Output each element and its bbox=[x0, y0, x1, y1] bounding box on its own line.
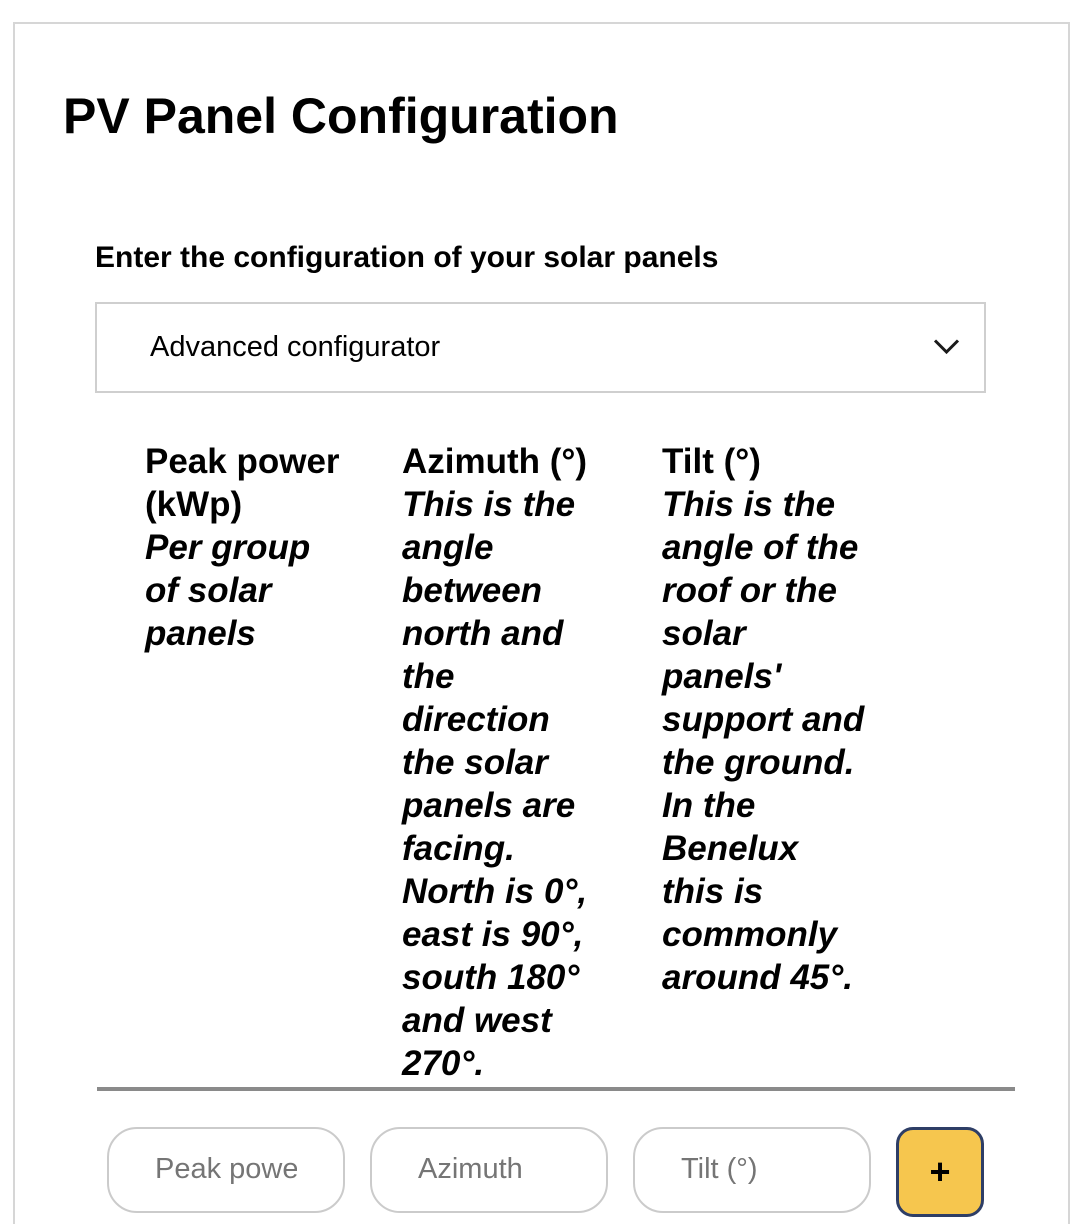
page-title: PV Panel Configuration bbox=[63, 88, 619, 144]
configurator-select-wrap bbox=[95, 302, 986, 393]
column-tilt bbox=[662, 440, 867, 1085]
column-peak-power-label: Peak power (kWp) bbox=[145, 441, 340, 524]
config-table-header bbox=[145, 440, 1020, 1085]
column-azimuth-description: This is the angle between north and the direction the solar panels are facing. North is 0°, east is 90°, south 180° and west 270°. bbox=[402, 484, 588, 1083]
panel-group-input-row bbox=[107, 1127, 1020, 1217]
section-heading: Enter the configuration of your solar panels bbox=[95, 240, 719, 274]
tilt-input[interactable] bbox=[633, 1127, 871, 1213]
configurator-select[interactable] bbox=[95, 302, 986, 393]
peak-power-input[interactable] bbox=[107, 1127, 345, 1213]
divider bbox=[97, 1087, 1015, 1091]
pv-panel-card bbox=[13, 22, 1070, 1224]
column-azimuth-label: Azimuth (°) bbox=[402, 441, 588, 481]
column-tilt-description: This is the angle of the roof or the solar panels' support and the ground. In the Benelux this is commonly around 45°. bbox=[662, 484, 865, 997]
column-azimuth bbox=[402, 440, 597, 1085]
column-tilt-label: Tilt (°) bbox=[662, 441, 761, 481]
azimuth-input[interactable] bbox=[370, 1127, 608, 1213]
add-group-button[interactable]: + bbox=[896, 1127, 984, 1217]
column-peak-power-description: Per group of solar panels bbox=[145, 527, 311, 653]
configuration-section bbox=[95, 240, 1020, 1217]
column-peak-power bbox=[145, 440, 345, 1085]
